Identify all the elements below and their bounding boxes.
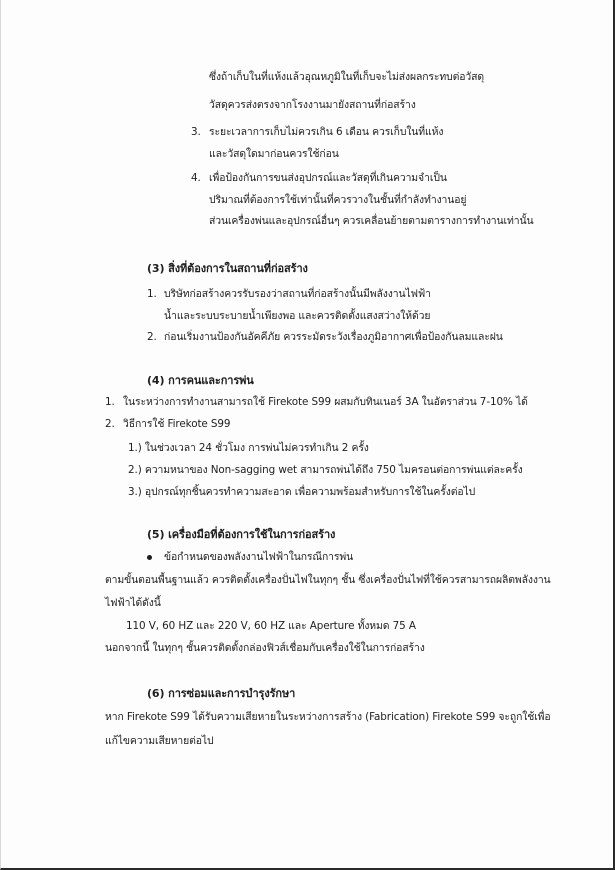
list-item-text: เพื่อป้องกันการขนส่งอุปกรณ์และวัสดุที่เกินความจำเป็น: [209, 172, 447, 184]
section-heading: (6) การซ่อมและการบำรุงรักษา: [147, 687, 296, 700]
bullet-text: ข้อกำหนดของพลังงานไฟฟ้าในกรณีการพ่น: [164, 551, 354, 563]
sub-item-text: 1.) ในช่วงเวลา 24 ชั่วโมง การพ่นไม่ควรทำเกิน 2 ครั้ง: [128, 442, 369, 454]
text-line: ซึ่งถ้าเก็บในที่แห้งแล้วอุณหภูมิในที่เก็บจะไม่ส่งผลกระทบต่อวัสดุ: [209, 71, 485, 83]
text-line: วัสดุควรส่งตรงจากโรงงานมายังสถานที่ก่อสร้าง: [209, 99, 416, 111]
electrical-spec: 110 V, 60 HZ และ 220 V, 60 HZ และ Aperture ทั้งหมด 75 A: [126, 620, 416, 632]
list-item-text: ก่อนเริ่มงานป้องกันอัคคีภัย ควรระมัดระวังเรื่องภูมิอากาศเพื่อป้องกันลมและฝน: [164, 331, 503, 343]
section-heading: (4) การคนและการพ่น: [147, 374, 254, 387]
list-number: 2.: [147, 331, 157, 343]
list-item-text: บริษัทก่อสร้างควรรับรองว่าสถานที่ก่อสร้างนั้นมีพลังงานไฟฟ้า: [164, 288, 431, 300]
list-item-text: ในระหว่างการทำงานสามารถใช้ Firekote S99 ผสมกับทินเนอร์ 3A ในอัตราส่วน 7-10% ได้: [123, 396, 528, 408]
list-item-text: วิธีการใช้ Firekote S99: [123, 418, 231, 430]
list-number: 4.: [191, 172, 201, 184]
section-heading: (3) สิ่งที่ต้องการในสถานที่ก่อสร้าง: [147, 262, 308, 275]
list-item-text: ระยะเวลาการเก็บไม่ควรเกิน 6 เดือน ควรเก็บในที่แห้ง: [209, 126, 444, 138]
list-number: 1.: [105, 396, 115, 408]
list-item-text: ปริมาณที่ต้องการใช้เท่านั้นที่ควรวางในชั้นที่กำลังทำงานอยู่: [209, 194, 467, 206]
paragraph-line: ไฟฟ้าได้ดังนี้: [105, 597, 161, 609]
sub-item-text: 3.) อุปกรณ์ทุกชิ้นควรทำความสะอาด เพื่อความพร้อมสำหรับการใช้ในครั้งต่อไป: [128, 486, 476, 498]
list-number: 1.: [147, 288, 157, 300]
list-item-text: น้ำและระบบระบายน้ำเพียงพอ และควรติดตั้งแสงสว่างให้ด้วย: [164, 310, 431, 322]
paragraph-line: หาก Firekote S99 ได้รับความเสียหายในระหว่างการสร้าง (Fabrication) Firekote S99 จะถูกใช้เพื่อ: [105, 711, 551, 723]
list-number: 2.: [105, 418, 115, 430]
paragraph-line: ตามขั้นตอนพื้นฐานแล้ว ควรติดตั้งเครื่องปั่นไฟในทุกๆ ชั้น ซึ่งเครื่องปั่นไฟที่ใช้ควรสามารถผลิตพลังงาน: [105, 574, 551, 586]
paragraph-line: แก้ไขความเสียหายต่อไป: [105, 735, 214, 747]
list-item-text: ส่วนเครื่องพ่นและอุปกรณ์อื่นๆ ควรเคลื่อนย้ายตามตารางการทำงานเท่านั้น: [209, 215, 534, 227]
bullet-icon: [147, 555, 152, 560]
paragraph-line: นอกจากนี้ ในทุกๆ ชั้นควรติดตั้งกล่องฟิวส์เชื่อมกับเครื่องใช้ในการก่อสร้าง: [105, 642, 425, 654]
list-number: 3.: [191, 126, 201, 138]
list-item-text: และวัสดุใดมาก่อนควรใช้ก่อน: [209, 148, 339, 160]
section-heading: (5) เครื่องมือที่ต้องการใช้ในการก่อสร้าง: [147, 528, 336, 541]
sub-item-text: 2.) ความหนาของ Non-sagging wet สามารถพ่นได้ถึง 750 ไมครอนต่อการพ่นแต่ละครั้ง: [128, 464, 523, 476]
